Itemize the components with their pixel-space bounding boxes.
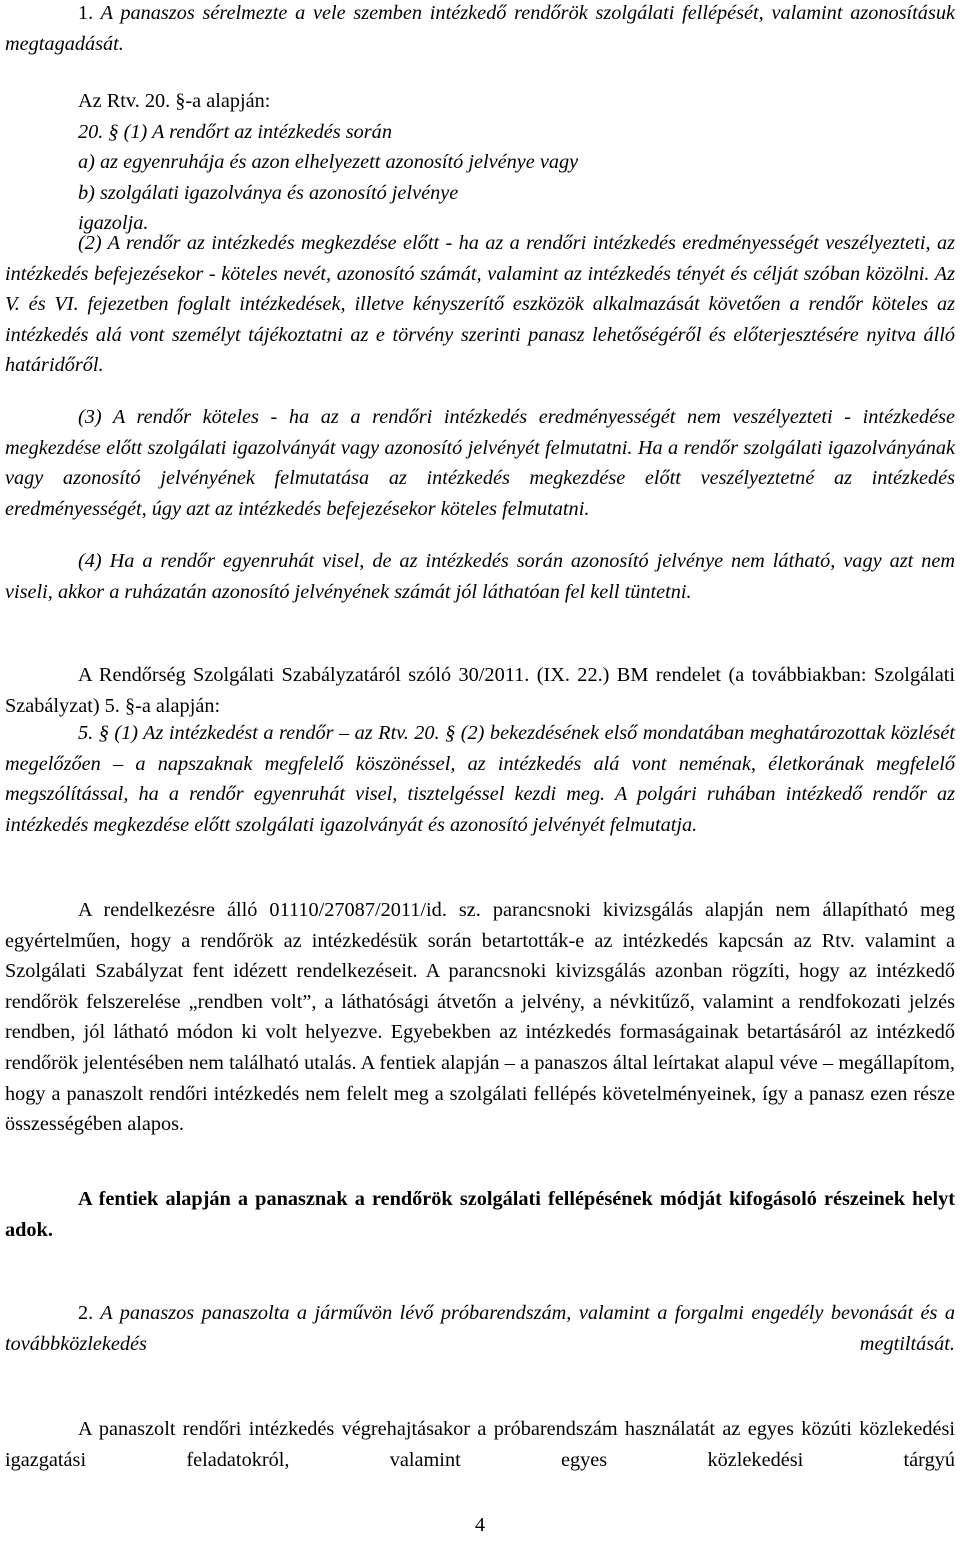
rtv-20-4: (4) Ha a rendőr egyenruhát visel, de az intézkedés során azonosító jelvénye nem látható, vagy azt nem viseli, akkor a ruházatán azonosító jelvényének számát jól láthatóan fel kell tüntetni. xyxy=(5,550,955,603)
last-paragraph: A panaszolt rendőri intézkedés végrehajtásakor a próbarendszám használatát az egyes közúti közlekedési igazgatási feladatokról, valamint egyes közlekedési tárgyú xyxy=(5,1418,955,1471)
rtv-quote-header xyxy=(5,86,960,239)
rtv-20-1: 20. § (1) A rendőrt az intézkedés során xyxy=(78,120,392,143)
section-1-text: A panaszos sérelmezte a vele szemben intézkedő rendőrök szolgálati fellépését, valamint azonosításuk megtagadását. xyxy=(5,2,955,55)
section-1-number: 1. xyxy=(78,2,94,24)
section-2-number: 2. xyxy=(78,1302,94,1324)
rtv-intro: Az Rtv. 20. §-a alapján: xyxy=(78,90,271,112)
rtv-20-3: (3) A rendőr köteles - ha az a rendőri intézkedés eredményességét nem veszélyezteti - intézkedése megkezdése előtt szolgálati igazolványát vagy azonosító jelvényét felmutatni. Ha a rendőr szolgálati igazolványának vagy azonosító jelvényének felmutatása az intézkedés megkezdése előtt veszélyeztetné az intézkedés eredményességét, úgy azt az intézkedés befejezésekor köteles felmutatni. xyxy=(5,406,955,520)
section-1-heading xyxy=(5,0,955,59)
section-2-text: A panaszos panaszolta a járművön lévő próbarendszám, valamint a forgalmi engedély bevonását és a továbbközlekedés megtiltását. xyxy=(5,1302,955,1355)
szabalyzat-intro: A Rendőrség Szolgálati Szabályzatáról szóló 30/2011. (IX. 22.) BM rendelet (a továbbiakban: Szolgálati Szabályzat) 5. §-a alapján: xyxy=(5,664,955,717)
decision-paragraph: A fentiek alapján a panasznak a rendőrök szolgálati fellépésének módját kifogásoló részeinek helyt adok. xyxy=(5,1188,955,1241)
page-number: 4 xyxy=(474,1514,486,1536)
rtv-20-2: (2) A rendőr az intézkedés megkezdése előtt - ha az a rendőri intézkedés eredményességét veszélyezteti, az intézkedés befejezésekor - köteles nevét, azonosító számát, valamint az intézkedés tényét és célját szóban közölni. Az V. és VI. fejezetben foglalt intézkedések, illetve kényszerítő eszközök alkalmazását követően a rendőr köteles az intézkedés alá vont személyt tájékoztatni az e törvény szerinti panasz lehetőségéről és előterjesztésére nyitva álló határidőről. xyxy=(5,232,955,377)
szabalyzat-quote: 5. § (1) Az intézkedést a rendőr – az Rtv. 20. § (2) bekezdésének első mondatában meghatározottak közlését megelőzően – a napszaknak megfelelő köszönéssel, az intézkedés alá vont neménak, életkorának megfelelő megszólítással, ha a rendőr egyenruhát visel, tisztelgéssel kezdi meg. A polgári ruhában intézkedő rendőr az intézkedés megkezdése előtt szolgálati igazolványát és azonosító jelvényét felmutatja. xyxy=(5,722,955,836)
rtv-20-1-end: igazolja. xyxy=(78,212,149,235)
finding-paragraph: A rendelkezésre álló 01110/27087/2011/id. sz. parancsnoki kivizsgálás alapján nem állapítható meg egyértelműen, hogy a rendőrök az intézkedésük során betartották-e az intézkedés kapcsán az Rtv. valamint a Szolgálati Szabályzat fent idézett rendelkezéseit. A parancsnoki kivizsgálás azonban rögzíti, hogy az intézkedő rendőrök felszerelése „rendben volt”, a láthatósági átvetőn a jelvény, a névkitűző, valamint a rendfokozati jelzés rendben, jól látható módon ki volt helyezve. Egyebekben az intézkedés formaságainak betartásáról az intézkedő rendőrök jelentésében nem található utalás. A fentiek alapján – a panaszos által leírtakat alapul véve – megállapítom, hogy a panaszolt rendőri intézkedés nem felelt meg a szolgálati fellépés követelményeinek, így a panasz ezen része összességében alapos. xyxy=(5,899,955,1136)
section-2-heading xyxy=(5,1298,955,1359)
rtv-20-1-b: b) szolgálati igazolványa és azonosító jelvénye xyxy=(78,181,459,204)
rtv-20-1-a: a) az egyenruhája és azon elhelyezett azonosító jelvénye vagy xyxy=(78,151,579,174)
